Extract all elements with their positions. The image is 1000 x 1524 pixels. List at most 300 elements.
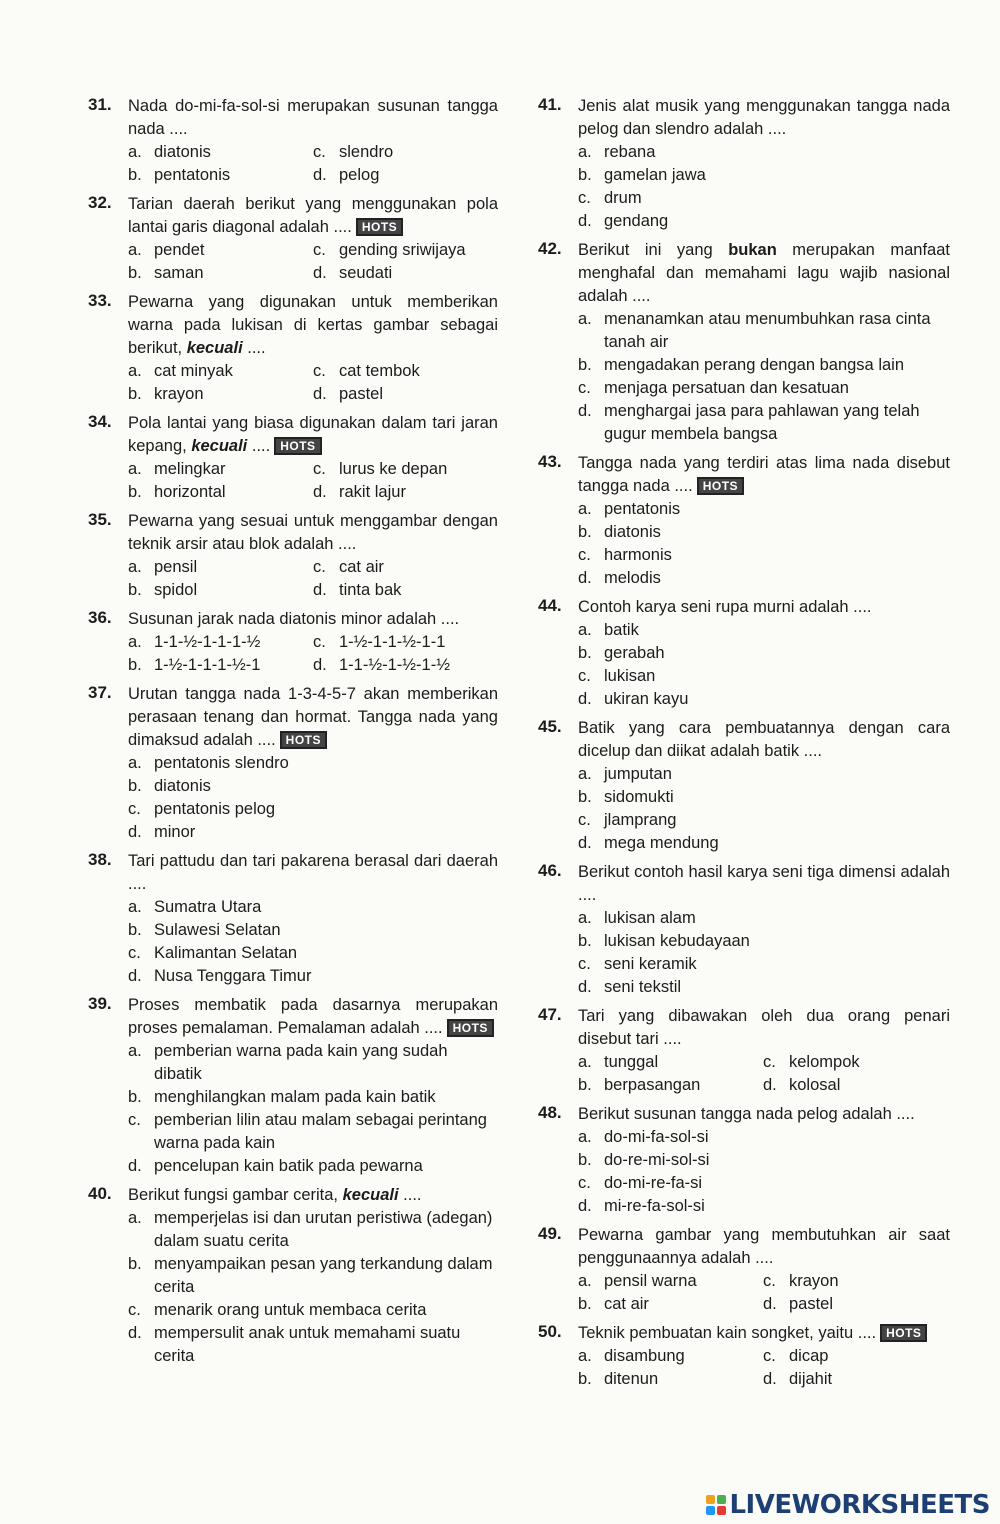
option-letter: c.	[763, 1053, 776, 1071]
question-body	[128, 95, 498, 187]
question-item	[538, 1103, 950, 1218]
option-text: spidol	[154, 581, 198, 599]
option-text: lukisan alam	[604, 909, 696, 927]
answer-option[interactable]	[578, 832, 950, 855]
answer-option[interactable]	[128, 481, 313, 504]
answer-option[interactable]	[578, 1368, 763, 1391]
option-text: horizontal	[154, 483, 226, 501]
option-letter: d.	[313, 264, 327, 282]
option-text: batik	[604, 621, 639, 639]
question-tail: ....	[247, 437, 271, 455]
answer-option[interactable]	[313, 239, 498, 262]
answer-option[interactable]	[128, 1253, 498, 1299]
answer-option[interactable]	[313, 579, 498, 602]
option-text: krayon	[789, 1272, 839, 1290]
answer-option[interactable]	[128, 798, 498, 821]
option-letter: b.	[578, 356, 592, 374]
option-letter: c.	[313, 241, 326, 259]
question-item	[88, 1184, 498, 1368]
question-stem: Proses membatik pada dasarnya merupakan proses pemalaman. Pemalaman adalah ....	[128, 996, 498, 1037]
option-text: pentatonis slendro	[154, 754, 289, 772]
question-text	[578, 717, 950, 763]
answer-option[interactable]	[578, 665, 950, 688]
brand-name: LIVEWORKSHEETS	[729, 1490, 990, 1520]
hots-badge: HOTS	[697, 477, 744, 495]
answer-option[interactable]	[578, 1270, 763, 1293]
option-text: jlamprang	[604, 811, 677, 829]
option-text: diatonis	[604, 523, 661, 541]
question-body	[578, 1103, 950, 1218]
answer-option[interactable]	[578, 187, 950, 210]
option-letter: c.	[578, 667, 591, 685]
option-text: saman	[154, 264, 204, 282]
answer-option[interactable]	[578, 400, 950, 446]
question-number: 33.	[88, 291, 112, 310]
option-text: disambung	[604, 1347, 685, 1365]
answer-option[interactable]	[313, 141, 498, 164]
question-text	[578, 1103, 950, 1126]
option-text: diatonis	[154, 777, 211, 795]
option-text: cat tembok	[339, 362, 420, 380]
question-stem: Berikut ini yang	[578, 241, 713, 259]
option-letter: a.	[578, 1053, 592, 1071]
question-item	[88, 850, 498, 988]
hots-badge: HOTS	[274, 437, 321, 455]
answer-option[interactable]	[763, 1293, 950, 1316]
option-text: pensil	[154, 558, 198, 576]
question-stem: Berikut fungsi gambar cerita,	[128, 1186, 339, 1204]
question-body	[128, 510, 498, 602]
answer-option[interactable]	[128, 965, 498, 988]
question-body	[128, 850, 498, 988]
question-number: 43.	[538, 452, 562, 471]
question-emphasis: kecuali	[342, 1186, 399, 1204]
question-stem: Pewarna yang digunakan untuk memberikan warna pada lukisan di kertas gambar sebagai berikut,	[128, 293, 498, 357]
answer-option[interactable]	[763, 1074, 950, 1097]
answer-option[interactable]	[578, 1126, 950, 1149]
answer-option[interactable]	[578, 688, 950, 711]
option-text: pentatonis	[154, 166, 231, 184]
answer-option[interactable]	[313, 556, 498, 579]
question-number: 39.	[88, 994, 112, 1013]
question-body	[128, 193, 498, 285]
question-text	[128, 850, 498, 896]
option-letter: a.	[128, 754, 142, 772]
option-text: rakit lajur	[339, 483, 406, 501]
answer-option[interactable]	[128, 1109, 498, 1155]
option-text: rebana	[604, 143, 656, 161]
question-stem: Tarian daerah berikut yang menggunakan pola lantai garis diagonal adalah ....	[128, 195, 498, 236]
option-text: menghilangkan malam pada kain batik	[154, 1088, 436, 1106]
answer-option[interactable]	[128, 1155, 498, 1178]
question-text	[578, 1224, 950, 1270]
answer-option[interactable]	[128, 262, 313, 285]
option-text: minor	[154, 823, 196, 841]
answer-option[interactable]	[313, 164, 498, 187]
answer-option[interactable]	[763, 1345, 950, 1368]
question-tail: ....	[398, 1186, 422, 1204]
answer-option[interactable]	[578, 809, 950, 832]
option-text: pastel	[339, 385, 384, 403]
answer-option[interactable]	[578, 1293, 763, 1316]
option-text: menjaga persatuan dan kesatuan	[604, 379, 849, 397]
question-number: 47.	[538, 1005, 562, 1024]
option-text: mi-re-fa-sol-si	[604, 1197, 705, 1215]
answer-options	[578, 498, 950, 590]
answer-options	[578, 1270, 950, 1316]
question-stem: Berikut susunan tangga nada pelog adalah ....	[578, 1105, 915, 1123]
question-number: 48.	[538, 1103, 562, 1122]
answer-option[interactable]	[578, 164, 950, 187]
question-body	[578, 1322, 950, 1391]
question-stem: Contoh karya seni rupa murni adalah ....	[578, 598, 872, 616]
option-text: harmonis	[604, 546, 672, 564]
option-letter: c.	[578, 811, 591, 829]
answer-option[interactable]	[578, 976, 950, 999]
option-text: Sulawesi Selatan	[154, 921, 281, 939]
option-text: do-re-mi-sol-si	[604, 1151, 710, 1169]
option-text: berpasangan	[604, 1076, 701, 1094]
question-body	[128, 1184, 498, 1368]
answer-options	[128, 360, 498, 406]
option-text: melingkar	[154, 460, 226, 478]
option-text: cat air	[339, 558, 384, 576]
option-letter: c.	[128, 944, 141, 962]
option-letter: b.	[578, 1076, 592, 1094]
option-letter: a.	[578, 909, 592, 927]
answer-option[interactable]	[578, 210, 950, 233]
option-text: menghargai jasa para pahlawan yang telah gugur membela bangsa	[604, 402, 920, 443]
question-number: 41.	[538, 95, 562, 114]
question-tail: merupakan manfaat menghafal dan memahami lagu wajib nasional adalah ....	[578, 241, 950, 305]
footer-brand	[706, 1490, 990, 1520]
option-letter: b.	[578, 644, 592, 662]
option-letter: b.	[128, 921, 142, 939]
question-item	[88, 994, 498, 1178]
question-item	[88, 412, 498, 504]
question-body	[578, 717, 950, 855]
answer-option[interactable]	[128, 1040, 498, 1086]
question-text	[128, 994, 498, 1040]
question-emphasis: kecuali	[191, 437, 248, 455]
option-letter: d.	[578, 212, 592, 230]
option-text: jumputan	[604, 765, 672, 783]
option-letter: a.	[128, 362, 142, 380]
question-number: 34.	[88, 412, 112, 431]
option-letter: a.	[578, 310, 592, 328]
answer-options	[578, 907, 950, 999]
answer-option[interactable]	[128, 1207, 498, 1253]
option-text: lukisan	[604, 667, 656, 685]
question-body	[128, 412, 498, 504]
option-text: mega mendung	[604, 834, 719, 852]
question-item	[538, 239, 950, 446]
answer-option[interactable]	[128, 383, 313, 406]
question-text	[578, 95, 950, 141]
right-column	[538, 95, 950, 1397]
option-text: pensil warna	[604, 1272, 697, 1290]
option-text: 1-1-½-1-½-1-½	[339, 656, 450, 674]
answer-option[interactable]	[128, 1086, 498, 1109]
question-number: 31.	[88, 95, 112, 114]
question-number: 49.	[538, 1224, 562, 1243]
answer-option[interactable]	[578, 763, 950, 786]
question-text	[578, 452, 950, 498]
answer-options	[128, 752, 498, 844]
answer-option[interactable]	[578, 1172, 950, 1195]
answer-option[interactable]	[128, 164, 313, 187]
answer-option[interactable]	[578, 907, 950, 930]
answer-options	[128, 141, 498, 187]
question-body	[578, 1224, 950, 1316]
option-letter: c.	[578, 1174, 591, 1192]
question-number: 45.	[538, 717, 562, 736]
option-text: ukiran kayu	[604, 690, 689, 708]
question-stem: Berikut contoh hasil karya seni tiga dimensi adalah ....	[578, 863, 950, 904]
answer-option[interactable]	[763, 1368, 950, 1391]
option-text: dicap	[789, 1347, 829, 1365]
question-number: 42.	[538, 239, 562, 258]
option-text: 1-½-1-1-1-½-1	[154, 656, 261, 674]
option-text: drum	[604, 189, 642, 207]
option-letter: a.	[578, 1272, 592, 1290]
answer-option[interactable]	[128, 458, 313, 481]
question-stem: Teknik pembuatan kain songket, yaitu ....	[578, 1324, 877, 1342]
option-text: memperjelas isi dan urutan peristiwa (adegan) dalam suatu cerita	[154, 1209, 493, 1250]
answer-option[interactable]	[313, 360, 498, 383]
answer-option[interactable]	[128, 775, 498, 798]
question-stem: Nada do-mi-fa-sol-si merupakan susunan tangga nada ....	[128, 97, 498, 138]
option-letter: d.	[313, 581, 327, 599]
option-letter: b.	[128, 166, 142, 184]
answer-option[interactable]	[313, 654, 498, 677]
option-text: diatonis	[154, 143, 211, 161]
option-text: melodis	[604, 569, 661, 587]
option-text: menyampaikan pesan yang terkandung dalam cerita	[154, 1255, 493, 1296]
question-number: 38.	[88, 850, 112, 869]
option-text: seudati	[339, 264, 393, 282]
option-letter: c.	[578, 955, 591, 973]
question-body	[128, 291, 498, 406]
option-letter: a.	[578, 1347, 592, 1365]
answer-option[interactable]	[128, 654, 313, 677]
option-text: tunggal	[604, 1053, 659, 1071]
answer-option[interactable]	[128, 141, 313, 164]
question-tail: ....	[242, 339, 266, 357]
answer-options	[128, 1207, 498, 1368]
option-letter: b.	[578, 932, 592, 950]
answer-option[interactable]	[578, 1074, 763, 1097]
option-text: seni tekstil	[604, 978, 682, 996]
question-body	[578, 861, 950, 999]
option-letter: c.	[578, 379, 591, 397]
option-letter: b.	[128, 777, 142, 795]
question-stem: Susunan jarak nada diatonis minor adalah ....	[128, 610, 460, 628]
option-text: dijahit	[789, 1370, 833, 1388]
answer-option[interactable]	[578, 1051, 763, 1074]
option-letter: c.	[313, 460, 326, 478]
question-text	[578, 596, 950, 619]
option-text: 1-½-1-1-½-1-1	[339, 633, 446, 651]
question-item	[88, 291, 498, 406]
option-text: menanamkan atau menumbuhkan rasa cinta tanah air	[604, 310, 931, 351]
answer-option[interactable]	[578, 642, 950, 665]
answer-option[interactable]	[578, 498, 950, 521]
option-letter: c.	[128, 800, 141, 818]
option-letter: c.	[313, 558, 326, 576]
answer-option[interactable]	[763, 1051, 950, 1074]
option-text: pentatonis	[604, 500, 681, 518]
answer-option[interactable]	[313, 481, 498, 504]
answer-option[interactable]	[313, 631, 498, 654]
question-body	[128, 608, 498, 677]
liveworksheets-logo-icon	[706, 1495, 726, 1515]
question-number: 32.	[88, 193, 112, 212]
option-letter: a.	[578, 621, 592, 639]
question-stem: Batik yang cara pembuatannya dengan cara dicelup dan diikat adalah batik ....	[578, 719, 950, 760]
answer-option[interactable]	[578, 1195, 950, 1218]
answer-options	[128, 239, 498, 285]
answer-option[interactable]	[128, 1322, 498, 1368]
option-letter: c.	[128, 1301, 141, 1319]
option-text: Nusa Tenggara Timur	[154, 967, 312, 985]
answer-option[interactable]	[128, 752, 498, 775]
option-letter: a.	[128, 143, 142, 161]
hots-badge: HOTS	[356, 218, 403, 236]
question-item	[88, 193, 498, 285]
option-letter: c.	[763, 1347, 776, 1365]
question-text	[578, 861, 950, 907]
option-letter: d.	[313, 385, 327, 403]
option-letter: d.	[763, 1295, 777, 1313]
option-text: cat air	[604, 1295, 649, 1313]
option-letter: b.	[578, 523, 592, 541]
answer-option[interactable]	[128, 896, 498, 919]
answer-options	[578, 141, 950, 233]
option-letter: b.	[128, 656, 142, 674]
option-letter: a.	[578, 765, 592, 783]
option-text: 1-1-½-1-1-1-½	[154, 633, 261, 651]
option-letter: c.	[313, 143, 326, 161]
question-number: 46.	[538, 861, 562, 880]
question-item	[538, 1005, 950, 1097]
answer-option[interactable]	[578, 354, 950, 377]
answer-option[interactable]	[128, 579, 313, 602]
option-letter: d.	[578, 690, 592, 708]
answer-option[interactable]	[128, 942, 498, 965]
option-letter: c.	[578, 189, 591, 207]
answer-option[interactable]	[313, 383, 498, 406]
answer-option[interactable]	[128, 821, 498, 844]
option-letter: b.	[128, 1255, 142, 1273]
option-letter: a.	[128, 1042, 142, 1060]
option-text: pemberian lilin atau malam sebagai perintang warna pada kain	[154, 1111, 487, 1152]
question-body	[578, 239, 950, 446]
question-stem: Urutan tangga nada 1-3-4-5-7 akan memberikan perasaan tenang dan hormat. Tangga nada yang dimaksud adalah ....	[128, 685, 498, 749]
question-item	[538, 1322, 950, 1391]
option-letter: b.	[128, 581, 142, 599]
question-item	[538, 1224, 950, 1316]
left-column	[88, 95, 498, 1374]
question-text	[128, 95, 498, 141]
option-letter: a.	[128, 898, 142, 916]
answer-option[interactable]	[578, 377, 950, 400]
answer-option[interactable]	[578, 1345, 763, 1368]
answer-option[interactable]	[763, 1270, 950, 1293]
answer-option[interactable]	[578, 521, 950, 544]
option-letter: a.	[128, 1209, 142, 1227]
answer-option[interactable]	[578, 619, 950, 642]
option-text: lukisan kebudayaan	[604, 932, 750, 950]
option-letter: b.	[578, 1295, 592, 1313]
answer-option[interactable]	[578, 544, 950, 567]
answer-option[interactable]	[578, 567, 950, 590]
option-text: Kalimantan Selatan	[154, 944, 298, 962]
option-text: pendet	[154, 241, 205, 259]
option-text: pentatonis pelog	[154, 800, 276, 818]
option-text: mempersulit anak untuk memahami suatu cerita	[154, 1324, 461, 1365]
question-stem: Tari yang dibawakan oleh dua orang penari disebut tari ....	[578, 1007, 950, 1048]
answer-option[interactable]	[313, 458, 498, 481]
answer-option[interactable]	[313, 262, 498, 285]
option-letter: d.	[763, 1076, 777, 1094]
question-item	[538, 452, 950, 590]
question-item	[538, 717, 950, 855]
answer-option[interactable]	[578, 953, 950, 976]
option-letter: d.	[578, 978, 592, 996]
option-text: menarik orang untuk membaca cerita	[154, 1301, 427, 1319]
question-text	[128, 510, 498, 556]
option-letter: a.	[578, 1128, 592, 1146]
option-letter: c.	[763, 1272, 776, 1290]
answer-option[interactable]	[128, 631, 313, 654]
option-letter: b.	[578, 166, 592, 184]
question-item	[538, 596, 950, 711]
question-text	[128, 1184, 498, 1207]
option-letter: d.	[578, 569, 592, 587]
question-text	[128, 683, 498, 752]
answer-option[interactable]	[578, 786, 950, 809]
option-letter: d.	[128, 967, 142, 985]
answer-option[interactable]	[128, 919, 498, 942]
answer-options	[578, 1051, 950, 1097]
question-item	[88, 510, 498, 602]
question-text	[128, 193, 498, 239]
answer-option[interactable]	[128, 556, 313, 579]
answer-option[interactable]	[128, 1299, 498, 1322]
answer-option[interactable]	[578, 308, 950, 354]
answer-options	[578, 763, 950, 855]
option-text: gending sriwijaya	[339, 241, 466, 259]
option-letter: b.	[578, 788, 592, 806]
option-text: ditenun	[604, 1370, 659, 1388]
answer-option[interactable]	[578, 1149, 950, 1172]
option-text: lurus ke depan	[339, 460, 448, 478]
question-text	[128, 412, 498, 458]
answer-option[interactable]	[578, 930, 950, 953]
option-letter: d.	[578, 834, 592, 852]
answer-option[interactable]	[128, 239, 313, 262]
answer-option[interactable]	[578, 141, 950, 164]
option-text: pastel	[789, 1295, 834, 1313]
option-letter: d.	[578, 1197, 592, 1215]
answer-options	[128, 458, 498, 504]
answer-option[interactable]	[128, 360, 313, 383]
option-letter: b.	[128, 1088, 142, 1106]
answer-options	[578, 1126, 950, 1218]
question-number: 37.	[88, 683, 112, 702]
hots-badge: HOTS	[280, 731, 327, 749]
